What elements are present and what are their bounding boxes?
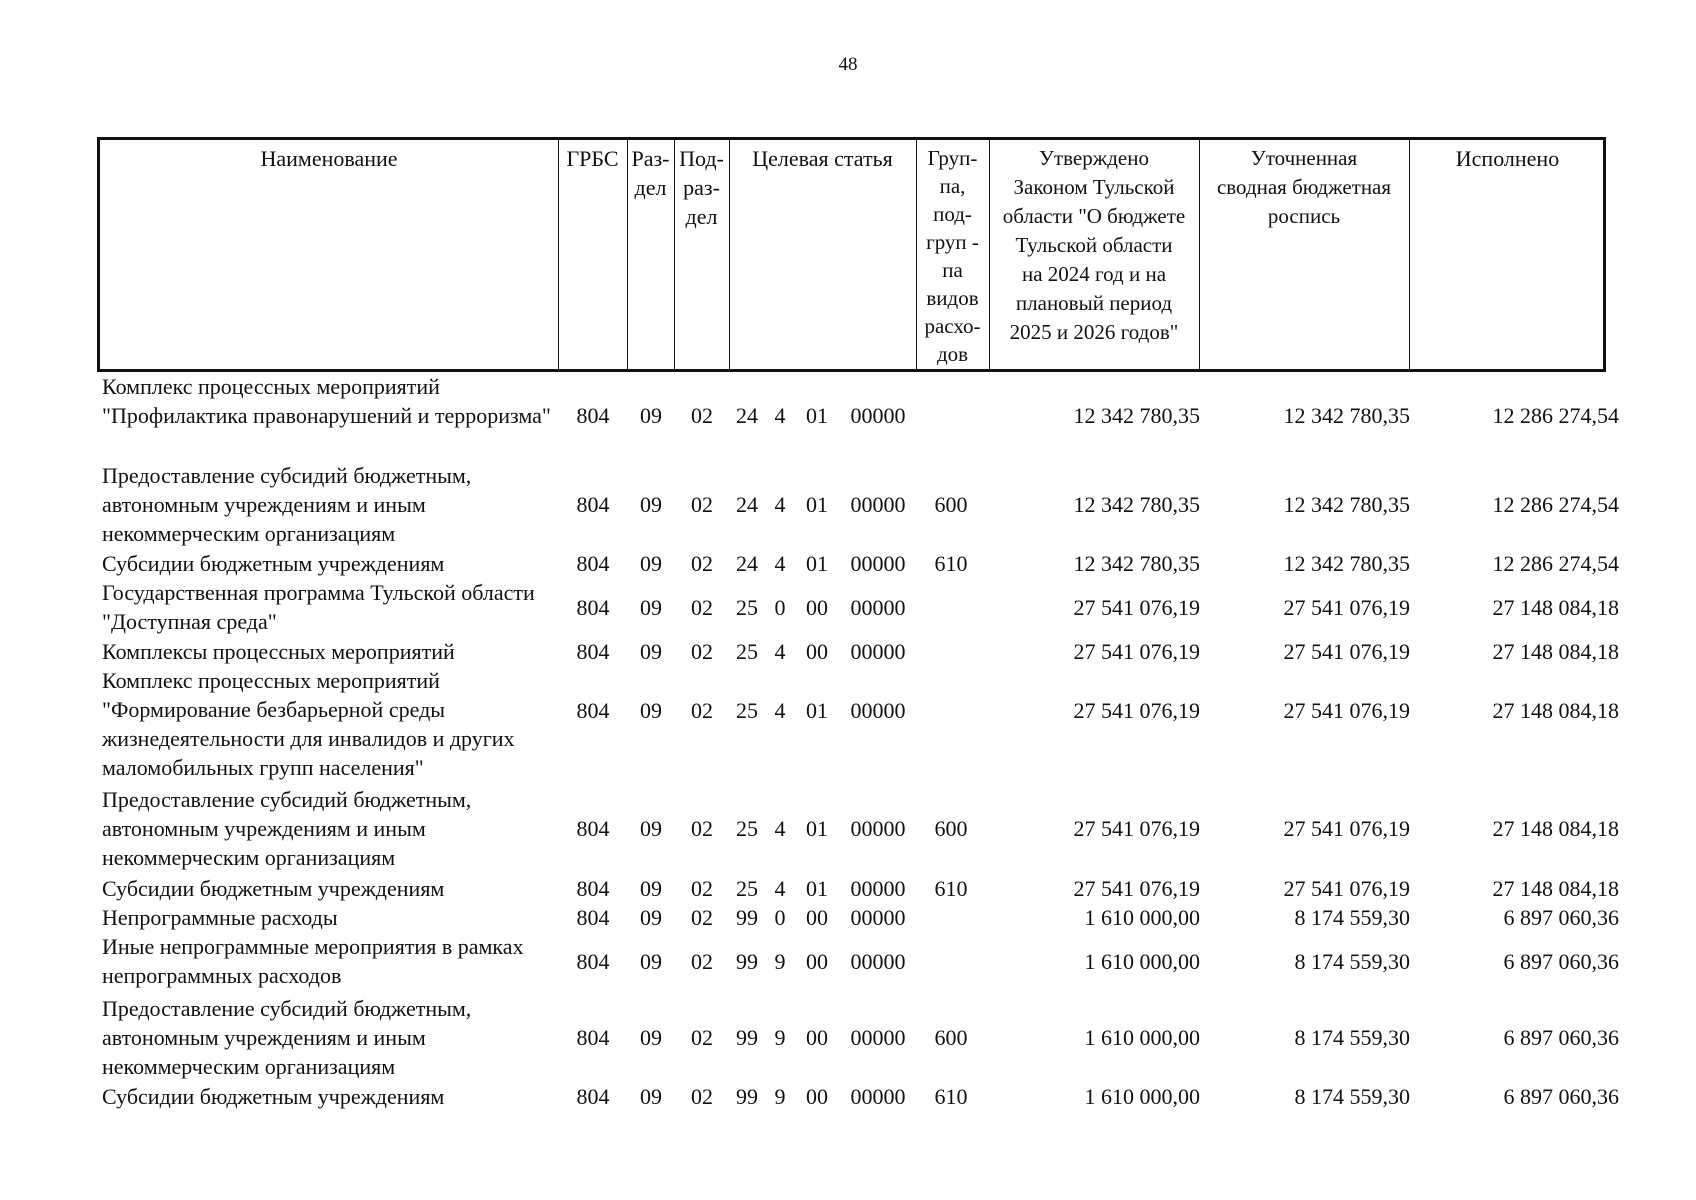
table-row <box>0 1082 1696 1111</box>
cell-rz: 09 <box>640 876 662 901</box>
cell-grbs: 804 <box>576 816 610 841</box>
cell-approved: 27 541 076,19 <box>1073 639 1200 664</box>
cell-t4: 00000 <box>850 639 906 664</box>
cell-grbs: 804 <box>576 594 610 620</box>
cell-refined: 8 174 559,30 <box>1294 1084 1410 1109</box>
cell-grbs: 804 <box>576 697 610 723</box>
cell-rz: 09 <box>640 639 662 664</box>
cell-pr: 02 <box>691 816 713 841</box>
cell-t2: 4 <box>774 403 786 428</box>
cell-t3: 01 <box>806 492 828 517</box>
cell-pr: 02 <box>691 1084 713 1109</box>
cell-rz: 09 <box>640 551 662 576</box>
cell-vr: 600 <box>934 1025 968 1050</box>
cell-pr: 02 <box>691 492 713 517</box>
cell-t1: 99 <box>736 1084 758 1109</box>
cell-t4: 00000 <box>850 876 906 901</box>
cell-pr: 02 <box>691 639 713 664</box>
row-name: Комплекс процессных мероприятий "Формирование безбарьерной среды жизнедеятельности для инвалидов и других маломобильных групп населения" <box>102 668 515 780</box>
table-row <box>0 637 1696 666</box>
header-razdel: Раз- дел <box>631 146 670 200</box>
cell-grbs: 804 <box>576 492 610 517</box>
cell-executed: 27 148 084,18 <box>1492 876 1619 901</box>
row-name: Предоставление субсидий бюджетным, автономным учреждениям и иным некоммерческим организациям <box>102 787 472 870</box>
cell-t4: 00000 <box>850 948 906 974</box>
cell-refined: 27 541 076,19 <box>1283 594 1410 620</box>
cell-t2: 0 <box>774 905 786 930</box>
cell-rz: 09 <box>640 1025 662 1050</box>
cell-vr: 600 <box>934 492 968 517</box>
cell-executed: 27 148 084,18 <box>1492 816 1619 841</box>
cell-refined: 27 541 076,19 <box>1283 639 1410 664</box>
row-name: Субсидии бюджетным учреждениям <box>102 876 445 901</box>
cell-t4: 00000 <box>850 492 906 517</box>
cell-t3: 01 <box>806 876 828 901</box>
cell-refined: 27 541 076,19 <box>1283 876 1410 901</box>
cell-t4: 00000 <box>850 594 906 620</box>
cell-approved: 1 610 000,00 <box>1084 1025 1200 1050</box>
cell-t1: 25 <box>736 594 758 620</box>
cell-vr: 610 <box>934 1084 968 1109</box>
cell-t3: 01 <box>806 816 828 841</box>
cell-t4: 00000 <box>850 1084 906 1109</box>
header-executed: Исполнено <box>1455 146 1560 171</box>
cell-grbs: 804 <box>576 1025 610 1050</box>
table-row <box>0 903 1696 932</box>
cell-t2: 9 <box>774 1025 786 1050</box>
table-row <box>0 994 1696 1081</box>
table-row <box>0 785 1696 872</box>
cell-approved: 27 541 076,19 <box>1073 876 1200 901</box>
cell-executed: 6 897 060,36 <box>1503 905 1619 930</box>
cell-rz: 09 <box>640 403 662 428</box>
cell-t2: 4 <box>774 876 786 901</box>
cell-refined: 12 342 780,35 <box>1283 492 1410 517</box>
cell-t3: 00 <box>806 639 828 664</box>
table-header <box>97 137 1606 372</box>
column-divider <box>558 140 559 369</box>
cell-t2: 4 <box>774 639 786 664</box>
row-name: Государственная программа Тульской области "Доступная среда" <box>102 580 535 634</box>
cell-t1: 99 <box>736 905 758 930</box>
cell-t1: 24 <box>736 403 758 428</box>
cell-refined: 8 174 559,30 <box>1294 905 1410 930</box>
cell-t3: 00 <box>806 1084 828 1109</box>
page-number: 48 <box>838 54 858 75</box>
header-grbs: ГРБС <box>566 146 619 171</box>
cell-pr: 02 <box>691 403 713 428</box>
cell-t4: 00000 <box>850 403 906 428</box>
table-row <box>0 874 1696 903</box>
cell-executed: 6 897 060,36 <box>1503 1084 1619 1109</box>
cell-t3: 00 <box>806 594 828 620</box>
cell-t4: 00000 <box>850 551 906 576</box>
cell-grbs: 804 <box>576 948 610 974</box>
cell-pr: 02 <box>691 551 713 576</box>
cell-t2: 4 <box>774 551 786 576</box>
cell-grbs: 804 <box>576 1084 610 1109</box>
cell-t2: 9 <box>774 948 786 974</box>
row-name: Субсидии бюджетным учреждениям <box>102 551 445 576</box>
cell-refined: 27 541 076,19 <box>1283 697 1410 723</box>
cell-t1: 25 <box>736 816 758 841</box>
cell-rz: 09 <box>640 948 662 974</box>
cell-refined: 8 174 559,30 <box>1294 948 1410 974</box>
cell-pr: 02 <box>691 594 713 620</box>
table-row <box>0 932 1696 990</box>
cell-pr: 02 <box>691 1025 713 1050</box>
table-row <box>0 372 1696 459</box>
cell-rz: 09 <box>640 816 662 841</box>
cell-approved: 12 342 780,35 <box>1073 403 1200 428</box>
cell-t3: 01 <box>806 403 828 428</box>
cell-executed: 6 897 060,36 <box>1503 948 1619 974</box>
cell-approved: 1 610 000,00 <box>1084 905 1200 930</box>
row-name: Предоставление субсидий бюджетным, автономным учреждениям и иным некоммерческим организациям <box>102 463 472 546</box>
cell-t2: 0 <box>774 594 786 620</box>
cell-t2: 9 <box>774 1084 786 1109</box>
cell-t4: 00000 <box>850 905 906 930</box>
cell-t3: 01 <box>806 551 828 576</box>
header-target: Целевая статья <box>752 146 893 171</box>
cell-t3: 00 <box>806 905 828 930</box>
cell-executed: 12 286 274,54 <box>1492 551 1619 576</box>
cell-pr: 02 <box>691 905 713 930</box>
cell-rz: 09 <box>640 905 662 930</box>
cell-approved: 12 342 780,35 <box>1073 492 1200 517</box>
cell-vr: 610 <box>934 876 968 901</box>
cell-grbs: 804 <box>576 876 610 901</box>
header-group: Груп- па, под- груп - па видов расхо- дов <box>924 146 981 366</box>
row-name: Субсидии бюджетным учреждениям <box>102 1084 445 1109</box>
cell-t3: 00 <box>806 1025 828 1050</box>
cell-refined: 12 342 780,35 <box>1283 403 1410 428</box>
cell-rz: 09 <box>640 1084 662 1109</box>
table-row <box>0 666 1696 782</box>
row-name: Непрограммные расходы <box>102 905 338 930</box>
header-name: Наименование <box>260 146 398 171</box>
table-row <box>0 549 1696 578</box>
header-podrazdel: Под- раз- дел <box>679 146 724 229</box>
cell-grbs: 804 <box>576 551 610 576</box>
cell-rz: 09 <box>640 594 662 620</box>
cell-approved: 12 342 780,35 <box>1073 551 1200 576</box>
header-approved: Утверждено Законом Тульской области "О бюджете Тульской области на 2024 год и на плановый период 2025 и 2026 годов" <box>1002 146 1186 344</box>
row-name: Предоставление субсидий бюджетным, автономным учреждениям и иным некоммерческим организациям <box>102 996 472 1079</box>
cell-pr: 02 <box>691 876 713 901</box>
cell-rz: 09 <box>640 492 662 517</box>
cell-t2: 4 <box>774 492 786 517</box>
cell-executed: 6 897 060,36 <box>1503 1025 1619 1050</box>
cell-executed: 12 286 274,54 <box>1492 403 1619 428</box>
cell-vr: 600 <box>934 816 968 841</box>
cell-approved: 27 541 076,19 <box>1073 697 1200 723</box>
column-divider <box>1409 140 1410 369</box>
header-refined: Уточненная сводная бюджетная роспись <box>1216 146 1392 228</box>
cell-executed: 27 148 084,18 <box>1492 594 1619 620</box>
cell-refined: 27 541 076,19 <box>1283 816 1410 841</box>
cell-vr: 610 <box>934 551 968 576</box>
column-divider <box>729 140 730 369</box>
row-name: Комплексы процессных мероприятий <box>102 639 455 664</box>
cell-t1: 24 <box>736 551 758 576</box>
cell-refined: 12 342 780,35 <box>1283 551 1410 576</box>
cell-t1: 25 <box>736 876 758 901</box>
cell-t3: 00 <box>806 948 828 974</box>
cell-executed: 27 148 084,18 <box>1492 697 1619 723</box>
table-row <box>0 461 1696 548</box>
cell-t2: 4 <box>774 697 786 723</box>
row-name: Комплекс процессных мероприятий "Профилактика правонарушений и терроризма" <box>102 374 551 428</box>
cell-t3: 01 <box>806 697 828 723</box>
cell-pr: 02 <box>691 948 713 974</box>
cell-grbs: 804 <box>576 639 610 664</box>
table-row <box>0 578 1696 636</box>
cell-approved: 27 541 076,19 <box>1073 816 1200 841</box>
cell-t2: 4 <box>774 816 786 841</box>
row-name: Иные непрограммные мероприятия в рамках непрограммных расходов <box>102 934 524 988</box>
cell-t1: 24 <box>736 492 758 517</box>
cell-grbs: 804 <box>576 403 610 428</box>
cell-t1: 25 <box>736 697 758 723</box>
cell-t4: 00000 <box>850 816 906 841</box>
cell-refined: 8 174 559,30 <box>1294 1025 1410 1050</box>
cell-pr: 02 <box>691 697 713 723</box>
cell-grbs: 804 <box>576 905 610 930</box>
cell-executed: 27 148 084,18 <box>1492 639 1619 664</box>
cell-rz: 09 <box>640 697 662 723</box>
cell-approved: 27 541 076,19 <box>1073 594 1200 620</box>
cell-approved: 1 610 000,00 <box>1084 1084 1200 1109</box>
cell-t4: 00000 <box>850 1025 906 1050</box>
cell-t4: 00000 <box>850 697 906 723</box>
cell-t1: 99 <box>736 948 758 974</box>
cell-t1: 25 <box>736 639 758 664</box>
cell-executed: 12 286 274,54 <box>1492 492 1619 517</box>
cell-t1: 99 <box>736 1025 758 1050</box>
cell-approved: 1 610 000,00 <box>1084 948 1200 974</box>
